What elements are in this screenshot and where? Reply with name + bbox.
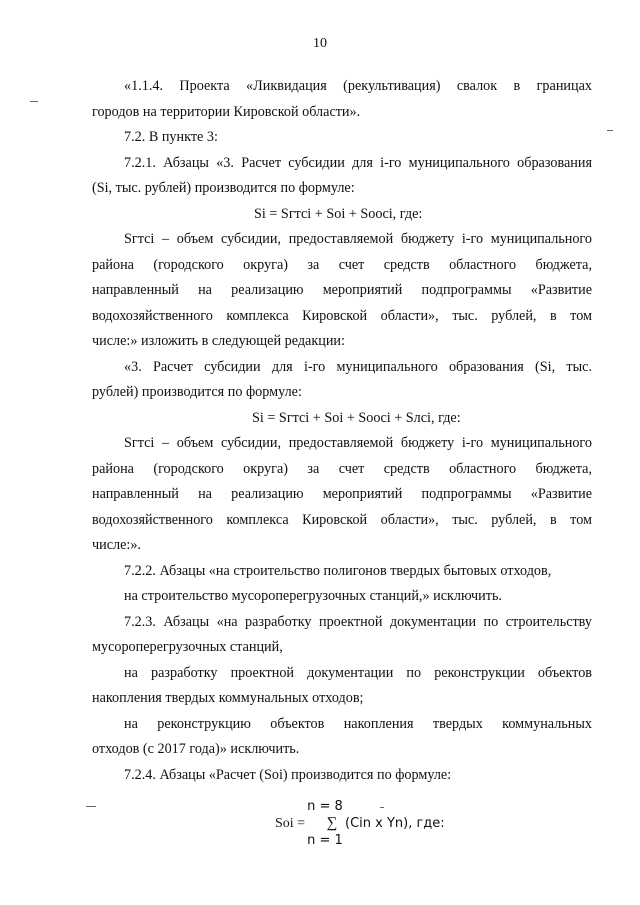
text-line: направленный на реализацию мероприятий подпрограммы «Развитие <box>92 486 592 502</box>
sigma-symbol: ∑ <box>326 815 338 831</box>
text-line: (Si, тыс. рублей) производится по формуле: <box>92 180 355 196</box>
text-line: отходов (с 2017 года)» исключить. <box>92 741 300 757</box>
text-line: числе:». <box>92 537 141 553</box>
text-line: числе:» изложить в следующей редакции: <box>92 333 345 349</box>
scan-mark <box>607 130 613 131</box>
page-number: 10 <box>313 36 327 51</box>
text-line: городов на территории Кировской области». <box>92 103 361 120</box>
text-line: района (городского округа) за счет средств областного бюджета, <box>92 460 592 477</box>
text-line: водохозяйственного комплекса Кировской области», тыс. рублей, в том <box>92 307 592 324</box>
text-line: Si = Sгтсi + Soi + Soocі + Sлсi, где: <box>252 409 461 426</box>
sum-upper-limit: n = 8 <box>307 799 343 814</box>
sum-lower-limit: n = 1 <box>307 833 343 848</box>
text-line: 7.2.1. Абзацы «3. Расчет субсидии для i-го муниципального образования <box>124 154 592 171</box>
scan-mark <box>86 806 96 807</box>
formula-term: (Cin x Yn), где: <box>345 816 445 831</box>
text-line: района (городского округа) за счет средств областного бюджета, <box>92 256 592 273</box>
document-body <box>92 74 592 788</box>
text-line: направленный на реализацию мероприятий подпрограммы «Развитие <box>92 282 592 298</box>
text-line: 7.2.2. Абзацы «на строительство полигонов твердых бытовых отходов, <box>124 562 552 579</box>
text-line: водохозяйственного комплекса Кировской области», тыс. рублей, в том <box>92 511 592 528</box>
text-line: на разработку проектной документации по реконструкции объектов <box>124 664 592 681</box>
formula-lhs: Soi = <box>275 816 306 831</box>
text-line: на реконструкцию объектов накопления твердых коммунальных <box>124 715 592 732</box>
text-line: 7.2.3. Абзацы «на разработку проектной документации по строительству <box>124 613 592 630</box>
text-line: рублей) производится по формуле: <box>92 384 302 400</box>
text-line: 7.2.4. Абзацы «Расчет (Soi) производится по формуле: <box>124 766 452 783</box>
text-line: Sгтсi – объем субсидии, предоставляемой бюджету i-го муниципального <box>124 435 592 451</box>
text-line: на строительство мусороперегрузочных станций,» исключить. <box>124 588 502 604</box>
text-line: мусороперегрузочных станций, <box>92 639 283 655</box>
scan-mark <box>380 807 384 808</box>
scan-mark <box>30 101 38 102</box>
text-line: Sгтсi – объем субсидии, предоставляемой бюджету i-го муниципального <box>124 231 592 247</box>
text-line: «1.1.4. Проекта «Ликвидация (рекультивация) свалок в границах <box>124 78 592 94</box>
sum-formula <box>275 798 475 849</box>
text-line: накопления твердых коммунальных отходов; <box>92 690 364 706</box>
text-line: Si = Sгтсi + Soi + Soocі, где: <box>254 205 423 222</box>
text-line: 7.2. В пункте 3: <box>124 129 218 145</box>
text-line: «3. Расчет субсидии для i-го муниципального образования (Si, тыс. <box>124 358 592 375</box>
